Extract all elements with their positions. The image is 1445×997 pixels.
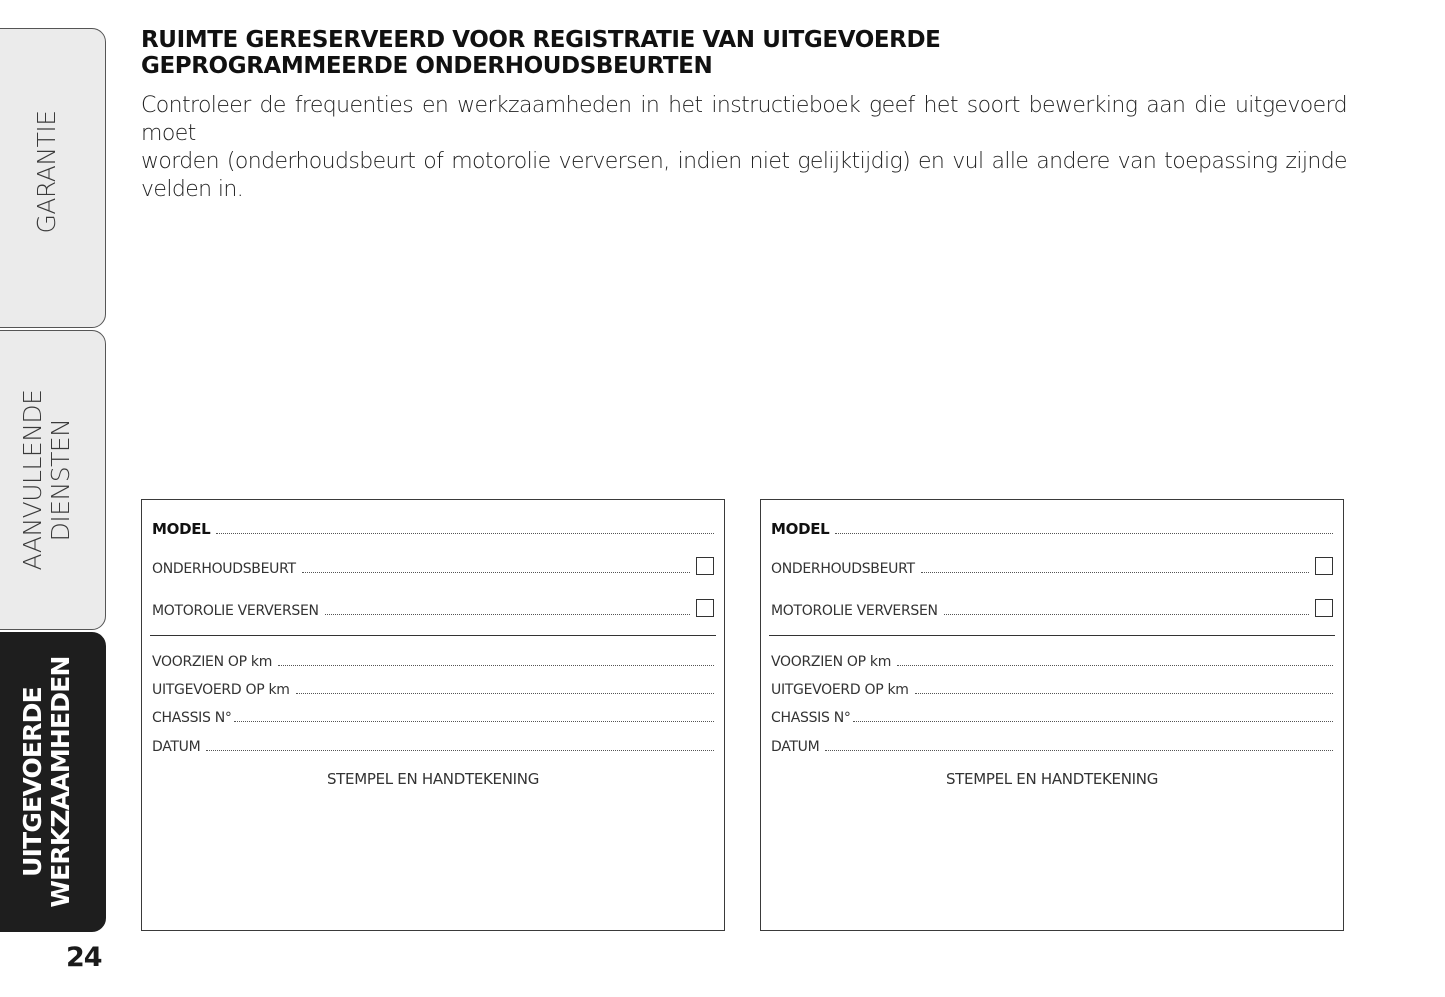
dotted-line (278, 664, 714, 666)
motorolie-checkbox[interactable] (1315, 599, 1333, 617)
onderhoudsbeurt-checkbox[interactable] (696, 557, 714, 575)
dotted-line (825, 749, 1333, 751)
onderhoudsbeurt-field (152, 557, 714, 577)
field-label: MOTOROLIE VERVERSEN (152, 603, 319, 619)
side-tab-label (19, 390, 75, 571)
intro-line: Controleer de frequenties en werkzaamheden in het instructieboek geef het soort bewerking aan die uitgevoerd moet (141, 93, 1347, 146)
title-line: RUIMTE GERESERVEERD VOOR REGISTRATIE VAN UITGEVOERDE (141, 27, 941, 53)
datum-field[interactable] (152, 735, 714, 755)
field-label: CHASSIS N° (771, 710, 851, 726)
side-tab-line: DIENSTEN (46, 418, 75, 542)
field-label: VOORZIEN OP km (771, 654, 892, 670)
model-field[interactable] (152, 518, 714, 538)
voorzien-km-field[interactable] (771, 650, 1333, 670)
page-number: 24 (66, 942, 102, 973)
side-tab-uitgevoerde-werkzaamheden[interactable] (0, 632, 106, 932)
field-label: MODEL (771, 520, 830, 538)
field-label: DATUM (152, 739, 201, 755)
chassis-field[interactable] (152, 706, 714, 726)
field-label: DATUM (771, 739, 820, 755)
side-tab-label (33, 110, 61, 233)
uitgevoerd-km-field[interactable] (771, 678, 1333, 698)
dotted-line (325, 613, 690, 615)
service-record-card-1 (141, 499, 725, 931)
field-label: MODEL (152, 520, 211, 538)
dotted-line (853, 720, 1333, 722)
dotted-line (296, 692, 714, 694)
onderhoudsbeurt-checkbox[interactable] (1315, 557, 1333, 575)
divider (769, 635, 1335, 636)
field-label: MOTOROLIE VERVERSEN (771, 603, 938, 619)
field-label: ONDERHOUDSBEURT (771, 561, 915, 577)
side-tab-aanvullende-diensten[interactable] (0, 330, 106, 630)
divider (150, 635, 716, 636)
field-label: ONDERHOUDSBEURT (152, 561, 296, 577)
voorzien-km-field[interactable] (152, 650, 714, 670)
field-label: UITGEVOERD OP km (152, 682, 290, 698)
uitgevoerd-km-field[interactable] (152, 678, 714, 698)
dotted-line (206, 749, 714, 751)
intro-line: worden (onderhoudsbeurt of motorolie verversen, indien niet gelijktijdig) en vul alle andere van toepassing zijnde velden in. (141, 149, 1347, 202)
page-title (141, 27, 1351, 79)
field-label: UITGEVOERD OP km (771, 682, 909, 698)
motorolie-field (152, 599, 714, 619)
stamp-signature-label: STEMPEL EN HANDTEKENING (945, 770, 1159, 788)
side-tab-line: AANVULLENDE (18, 389, 47, 571)
dotted-line (835, 532, 1333, 534)
stamp-signature-label: STEMPEL EN HANDTEKENING (326, 770, 540, 788)
dotted-line (921, 571, 1309, 573)
onderhoudsbeurt-field (771, 557, 1333, 577)
datum-field[interactable] (771, 735, 1333, 755)
service-record-card-2 (760, 499, 1344, 931)
motorolie-checkbox[interactable] (696, 599, 714, 617)
field-label: CHASSIS N° (152, 710, 232, 726)
dotted-line (944, 613, 1309, 615)
side-tab-label (19, 656, 75, 907)
side-tab-line: WERKZAAMHEDEN (46, 656, 75, 908)
dotted-line (897, 664, 1333, 666)
title-line: GEPROGRAMMEERDE ONDERHOUDSBEURTEN (141, 53, 713, 79)
dotted-line (915, 692, 1333, 694)
side-tab-line: UITGEVOERDE (18, 687, 47, 877)
dotted-line (302, 571, 690, 573)
field-label: VOORZIEN OP km (152, 654, 273, 670)
side-tab-line: GARANTIE (32, 110, 61, 234)
dotted-line (216, 532, 714, 534)
model-field[interactable] (771, 518, 1333, 538)
side-tab-garantie[interactable] (0, 28, 106, 328)
chassis-field[interactable] (771, 706, 1333, 726)
motorolie-field (771, 599, 1333, 619)
intro-paragraph (141, 92, 1347, 204)
dotted-line (234, 720, 714, 722)
